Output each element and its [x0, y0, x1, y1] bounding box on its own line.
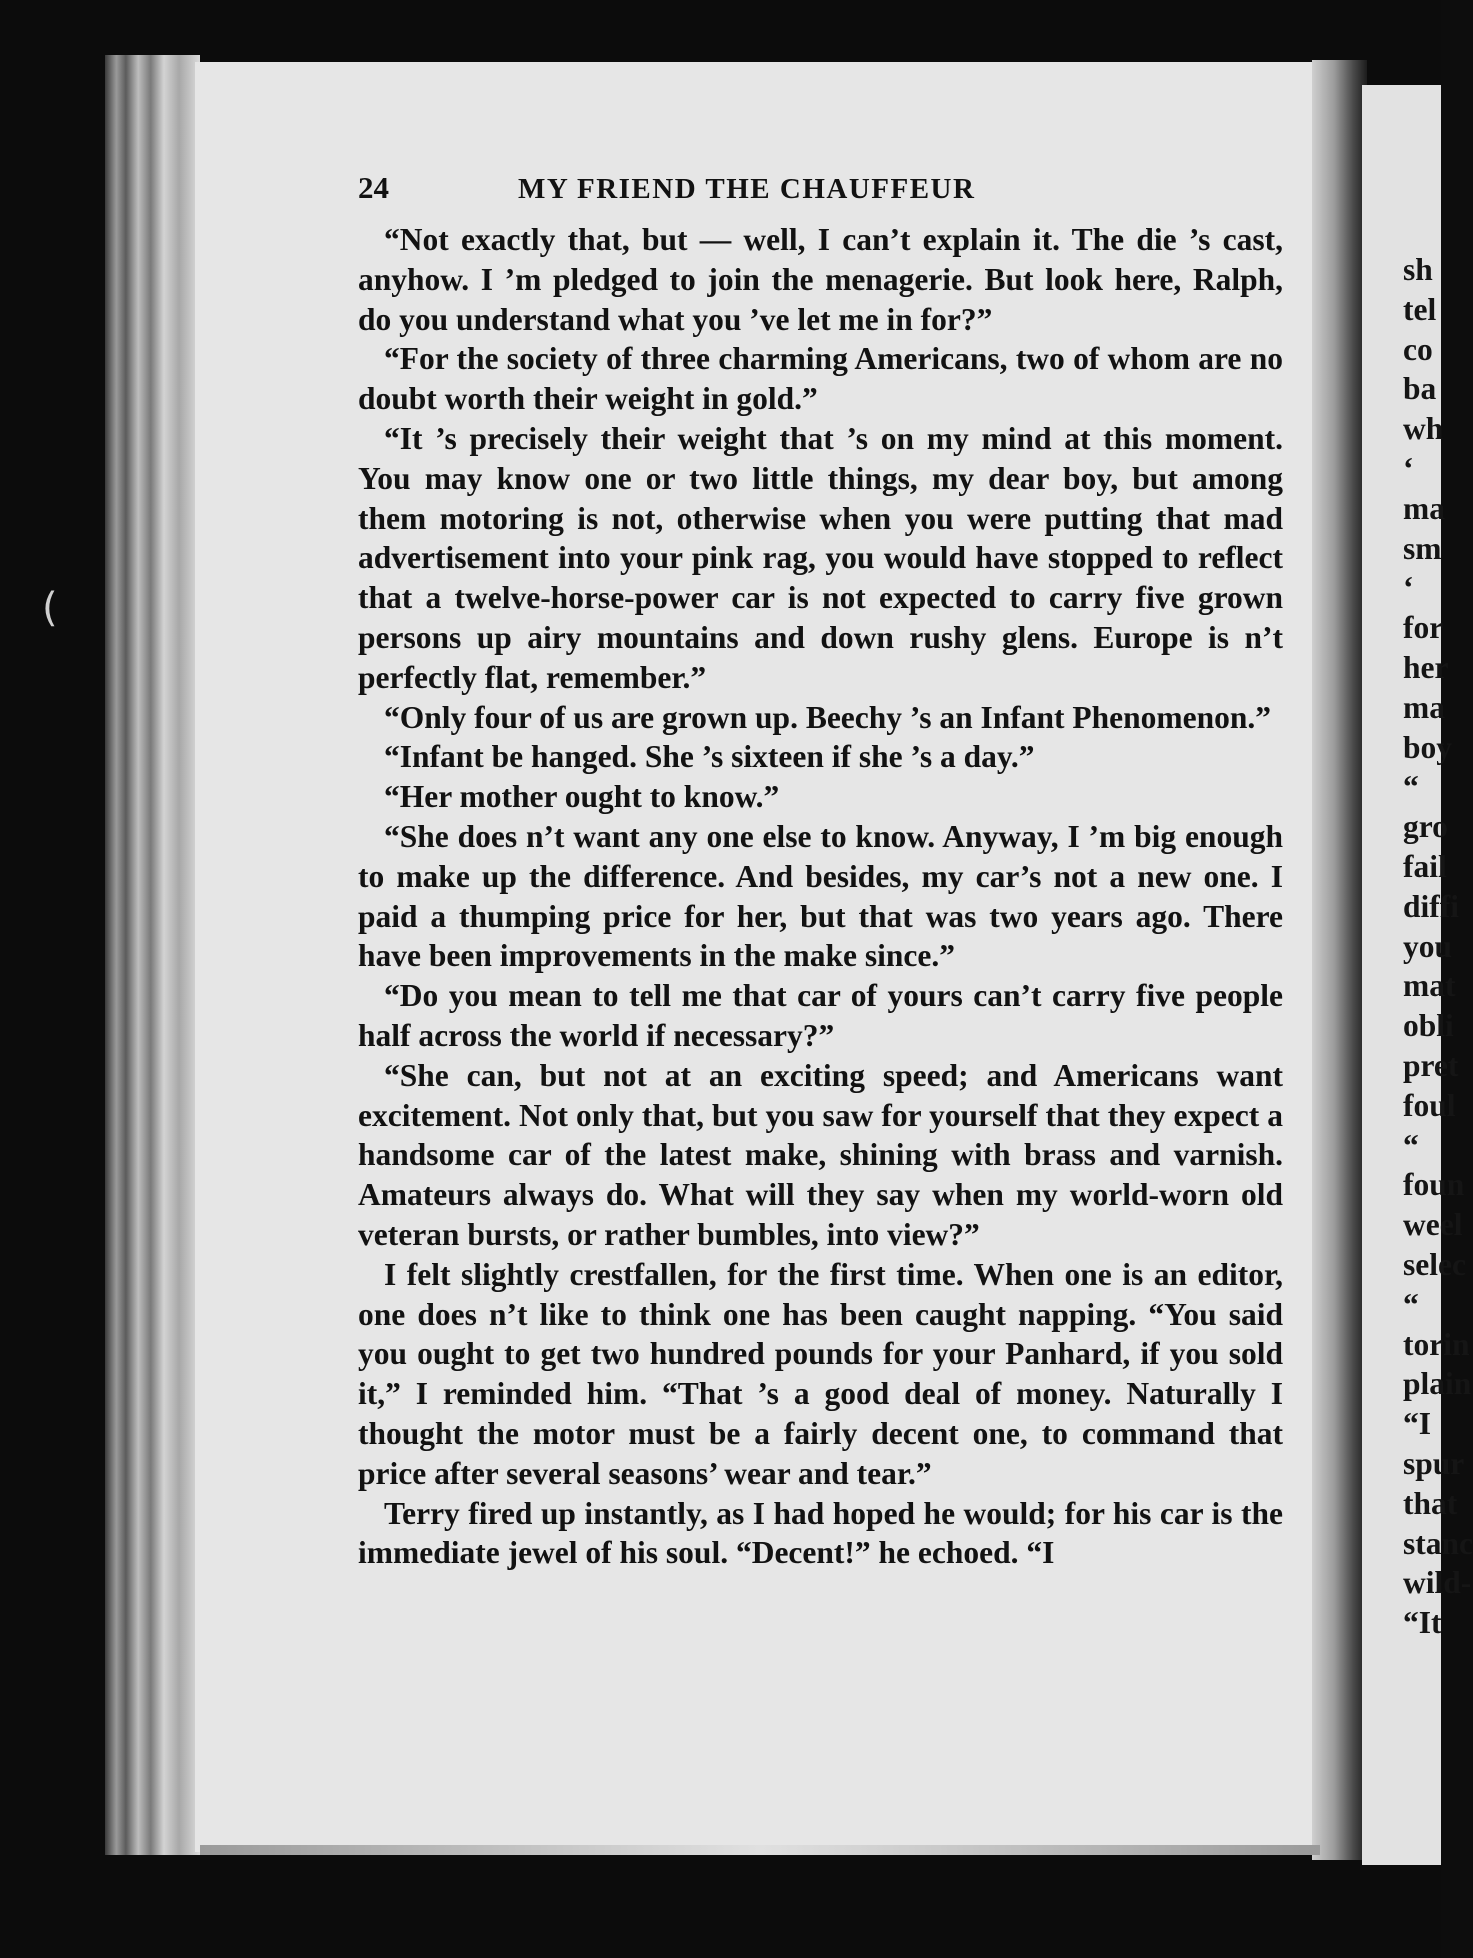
paragraph: “Not exactly that, but — well, I can’t explain it. The die ’s cast, anyhow. I ’m pledged to join the menagerie. But look here, Ralph, do you understand what you ’ve let me in for?” — [358, 222, 1283, 337]
facing-page-fragment: wild- — [1403, 1565, 1472, 1601]
facing-page-fragment: wh — [1403, 411, 1444, 447]
facing-page-fragment: ma — [1403, 490, 1445, 526]
facing-page-fragment: boy — [1403, 729, 1453, 765]
paragraph: Terry fired up instantly, as I had hoped he would; for his car is the immediate jewel of his soul. “Decent!” he echoed. “I — [358, 1495, 1283, 1571]
facing-page-fragment: “ — [1403, 769, 1419, 805]
page-header — [358, 170, 1283, 220]
facing-page-fragment: foun — [1403, 1167, 1465, 1203]
facing-page-fragment: weel — [1403, 1207, 1463, 1243]
page-bottom-edge — [200, 1845, 1320, 1855]
margin-mark: ( — [42, 585, 58, 631]
facing-page-fragment: you — [1403, 928, 1453, 964]
facing-page-fragment: gro — [1403, 809, 1448, 845]
paragraph: “She does n’t want any one else to know. Anyway, I ’m big enough to make up the difference. And besides, my car’s not a new one. I paid a thumping price for her, but that was two years ago. There have been improvements in the make since.” — [358, 818, 1283, 974]
facing-page-fragment: “I — [1403, 1406, 1432, 1442]
facing-page-fragment: mat — [1403, 968, 1456, 1004]
paragraph: “It ’s precisely their weight that ’s on my mind at this moment. You may know one or two little things, my dear boy, but among them motoring is not, otherwise when you were putting that mad advertisement into your pink rag, you would have stopped to reflect that a twelve-horse-power car is not expected to carry five grown persons up airy mountains and down rushy glens. Europe is n’t perfectly flat, remember.” — [358, 420, 1283, 695]
facing-page-text-fragments — [1403, 250, 1473, 1643]
facing-page-fragment: fail — [1403, 848, 1447, 884]
facing-page-fragment: torin — [1403, 1326, 1470, 1362]
facing-page-fragment: sm — [1403, 530, 1442, 566]
facing-page-fragment: obli — [1403, 1008, 1454, 1044]
facing-page-fragment: ba — [1403, 371, 1437, 407]
facing-page-fragment: “ — [1403, 1286, 1419, 1322]
paragraph: “Infant be hanged. She ’s sixteen if she ’s a day.” — [384, 739, 1035, 775]
facing-page-fragment: that — [1403, 1485, 1458, 1521]
book-gutter — [1312, 60, 1367, 1860]
running-title: MY FRIEND THE CHAUFFEUR — [518, 173, 976, 205]
paragraph: I felt slightly crestfallen, for the first time. When one is an editor, one does n’t like to think one has been caught napping. “You said you ought to get two hundred pounds for your Panhard, if you sold it,” I reminded him. “That ’s a good deal of money. Naturally I thought the motor must be a fairly decent one, to command that price after several seasons’ wear and tear.” — [358, 1256, 1283, 1491]
facing-page-fragment: for — [1403, 610, 1444, 646]
facing-page-fragment: “It — [1403, 1605, 1442, 1641]
facing-page-fragment: “ — [1403, 1127, 1419, 1163]
page-number: 24 — [358, 170, 389, 205]
facing-page-fragment: foul — [1403, 1087, 1456, 1123]
facing-page-fragment: selec — [1403, 1246, 1466, 1282]
facing-page-fragment: ‘ — [1403, 570, 1414, 606]
page-stack-edge — [105, 55, 200, 1855]
facing-page-fragment: sh — [1403, 252, 1433, 287]
facing-page-fragment: diffi — [1403, 888, 1460, 924]
facing-page-fragment: ma — [1403, 689, 1445, 725]
paragraph: “Only four of us are grown up. Beechy ’s an Infant Phenomenon.” — [384, 699, 1272, 735]
facing-page-fragment: tel — [1403, 291, 1437, 327]
paragraph: “She can, but not at an exciting speed; and Americans want excitement. Not only that, but you saw for yourself that they expect a handsome car of the latest make, shining with brass and varnish. Amateurs always do. What will they say when my world-worn old veteran bursts, or rather bumbles, into view?” — [358, 1057, 1283, 1252]
paragraph: “Do you mean to tell me that car of yours can’t carry five people half across the world if necessary?” — [358, 978, 1283, 1053]
paragraph: “Her mother ought to know.” — [384, 779, 780, 815]
facing-page-fragment: co — [1403, 331, 1433, 367]
facing-page-fragment: plain — [1403, 1366, 1472, 1402]
facing-page-fragment: her — [1403, 649, 1449, 685]
facing-page-fragment: stanc — [1403, 1525, 1473, 1561]
facing-page-fragment: spur — [1403, 1445, 1465, 1481]
page-text-column — [358, 170, 1283, 1573]
paragraph: “For the society of three charming Americans, two of whom are no doubt worth their weight in gold.” — [358, 341, 1283, 417]
facing-page-fragment: pret — [1403, 1047, 1459, 1083]
facing-page-fragment: ‘ — [1403, 450, 1414, 486]
